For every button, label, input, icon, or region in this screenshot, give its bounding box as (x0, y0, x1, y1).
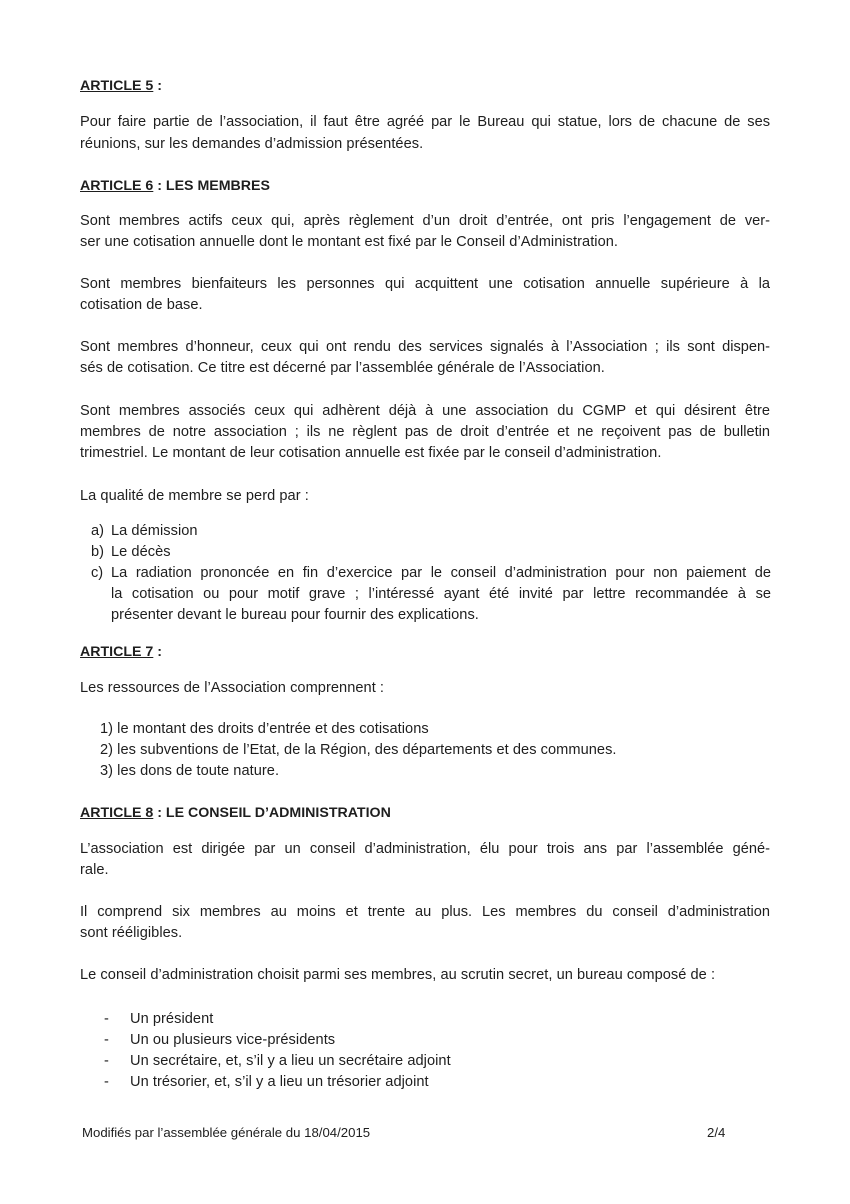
resource-item-1: 1) le montant des droits d’entrée et des cotisations (100, 721, 429, 737)
list-marker-c: c) (91, 565, 104, 581)
article-5-heading (80, 76, 162, 97)
article-5-line-2: réunions, sur les demandes d’admission présentées. (80, 136, 424, 152)
article-8-heading (80, 803, 391, 824)
article-6-label: ARTICLE 6 (80, 178, 154, 194)
list-item-c-line-3: présenter devant le bureau pour fournir des explications. (111, 607, 479, 623)
article-6-p1-line-2: ser une cotisation annuelle dont le montant est fixé par le Conseil d’Administration. (80, 234, 619, 250)
footer-note: Modifiés par l’assemblée générale du 18/04/2015 (82, 1125, 371, 1140)
article-6-p2-line-1: Sont membres bienfaiteurs les personnes qui acquittent une cotisation annuelle supérieure à la (80, 276, 770, 292)
bureau-item-2: Un ou plusieurs vice-présidents (130, 1032, 336, 1048)
list-item-b: Le décès (111, 544, 171, 560)
article-6-p4-line-1: Sont membres associés ceux qui adhèrent déjà à une association du CGMP et qui désirent être (80, 403, 770, 419)
article-7-intro: Les ressources de l’Association comprennent : (80, 680, 385, 696)
article-8-p2-line-1: Il comprend six membres au moins et trente au plus. Les membres du conseil d’administration (80, 904, 770, 920)
article-8-label: ARTICLE 8 (80, 805, 154, 821)
article-6-heading (80, 176, 270, 197)
article-8-p3: Le conseil d’administration choisit parmi ses membres, au scrutin secret, un bureau composé de : (80, 967, 716, 983)
article-7-heading (80, 642, 162, 663)
list-marker-b: b) (91, 544, 104, 560)
article-6-p3-line-2: sés de cotisation. Ce titre est décerné par l’assemblée générale de l’Association. (80, 360, 605, 376)
article-8-title: : LE CONSEIL D’ADMINISTRATION (153, 805, 391, 821)
article-6-p2-line-2: cotisation de base. (80, 297, 203, 313)
bureau-marker-2: - (104, 1032, 109, 1048)
bureau-marker-4: - (104, 1074, 109, 1090)
article-5-label: ARTICLE 5 (80, 78, 154, 94)
list-item-c-line-2: la cotisation ou pour motif grave ; l’intéressé ayant été invité par lettre recommandée à se (111, 586, 771, 602)
article-5-title: : (153, 78, 162, 94)
bureau-item-1: Un président (130, 1011, 214, 1027)
bureau-marker-3: - (104, 1053, 109, 1069)
article-6-title: : LES MEMBRES (153, 178, 270, 194)
article-6-p4-line-3: trimestriel. Le montant de leur cotisation annuelle est fixée par le conseil d’administration. (80, 445, 662, 461)
article-6-p5: La qualité de membre se perd par : (80, 488, 309, 504)
article-8-p1-line-1: L’association est dirigée par un conseil d’administration, élu pour trois ans par l’assemblée géné- (80, 841, 770, 857)
list-marker-a: a) (91, 523, 104, 539)
resource-item-3: 3) les dons de toute nature. (100, 763, 280, 779)
list-item-a: La démission (111, 523, 198, 539)
bureau-item-4: Un trésorier, et, s’il y a lieu un trésorier adjoint (130, 1074, 429, 1090)
article-8-p1-line-2: rale. (80, 862, 109, 878)
bureau-marker-1: - (104, 1011, 109, 1027)
article-5-line-1: Pour faire partie de l’association, il faut être agréé par le Bureau qui statue, lors de chacune de ses (80, 114, 770, 130)
resource-item-2: 2) les subventions de l’Etat, de la Région, des départements et des communes. (100, 742, 617, 758)
article-6-p1-line-1: Sont membres actifs ceux qui, après règlement d’un droit d’entrée, ont pris l’engagement de ver- (80, 213, 770, 229)
article-7-label: ARTICLE 7 (80, 644, 154, 660)
article-8-p2-line-2: sont rééligibles. (80, 925, 183, 941)
article-7-title: : (153, 644, 162, 660)
bureau-item-3: Un secrétaire, et, s’il y a lieu un secrétaire adjoint (130, 1053, 451, 1069)
article-6-p3-line-1: Sont membres d’honneur, ceux qui ont rendu des services signalés à l’Association ; ils sont dispen- (80, 339, 770, 355)
list-item-c-line-1: La radiation prononcée en fin d’exercice par le conseil d’administration pour non paiement de (111, 565, 771, 581)
page-number: 2/4 (707, 1125, 726, 1140)
article-6-p4-line-2: membres de notre association ; ils ne règlent pas de droit d’entrée et ne reçoivent pas de bulletin (80, 424, 770, 440)
